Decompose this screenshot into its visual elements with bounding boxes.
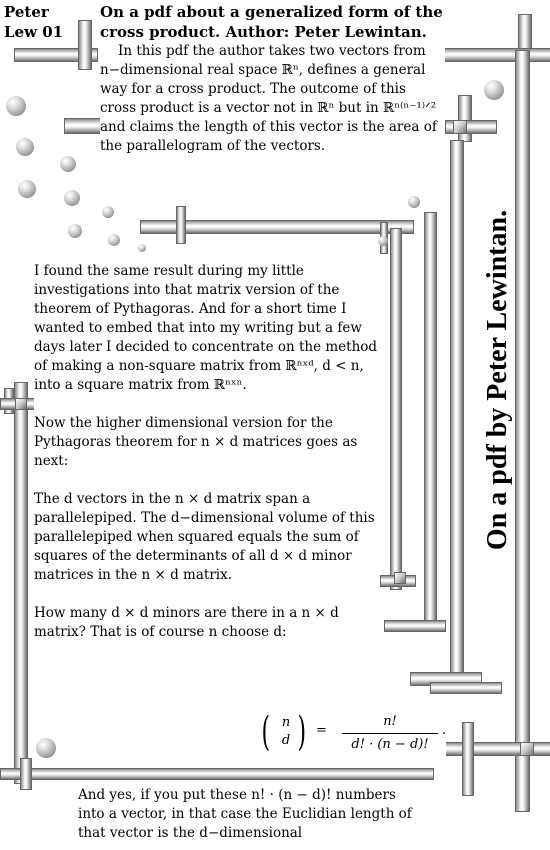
decor-square bbox=[394, 572, 406, 584]
formula-period: . bbox=[442, 723, 447, 738]
decor-square bbox=[15, 398, 27, 410]
decor-ball bbox=[60, 156, 76, 172]
fraction bbox=[342, 713, 438, 754]
decor-ball bbox=[36, 738, 56, 758]
paragraph-2: Now the higher dimensional version for the Pythagoras theorem for n × d matrices goes as next: bbox=[34, 415, 358, 469]
decor-bar bbox=[462, 722, 474, 796]
decor-ball bbox=[64, 190, 80, 206]
body-text bbox=[34, 262, 380, 661]
binomial-formula bbox=[256, 708, 446, 758]
decor-bar bbox=[20, 758, 32, 790]
decor-square bbox=[453, 120, 467, 134]
side-title-text: On a pdf by Peter Lewintan. bbox=[482, 209, 514, 551]
binomial-top: n bbox=[281, 715, 291, 730]
closing-text: And yes, if you put these n! · (n − d)! numbers into a vector, in that case the Euclidian length of that vector is the d−dimensional bbox=[78, 786, 418, 843]
paragraph-3: The d vectors in the n × d matrix span a parallelepiped. The d−dimensional volume of this parallelepiped when squared equals the sum of squares of the determinants of all d × d minor matrices in the n × d matrix. bbox=[34, 491, 375, 583]
binomial-bottom: d bbox=[281, 733, 291, 748]
binomial bbox=[274, 714, 298, 750]
decor-bar bbox=[440, 48, 550, 62]
decor-bar bbox=[14, 382, 28, 784]
left-paren: ( bbox=[261, 709, 271, 755]
decor-bar bbox=[450, 140, 464, 682]
decor-ball bbox=[102, 206, 114, 218]
denominator: d! · (n − d)! bbox=[351, 737, 429, 752]
equals-sign: = bbox=[316, 723, 327, 738]
paragraph-4: How many d × d minors are there in a n × d matrix? That is of course n choose d: bbox=[34, 605, 339, 640]
decor-bar bbox=[176, 206, 186, 244]
author-code: Lew 01 bbox=[4, 23, 64, 41]
right-paren: ) bbox=[297, 709, 307, 755]
intro-paragraph: In this pdf the author takes two vectors from n−dimensional real space ℝⁿ, defines a general way for a cross product. The outcome of this cross product is a vector not in ℝⁿ but in ℝⁿ⁽ⁿ⁻¹⁾ᐟ² and claims the length of this vector is the area of the parallelogram of the vectors. bbox=[100, 43, 437, 154]
decor-bar bbox=[424, 212, 437, 624]
side-title bbox=[478, 150, 518, 610]
decor-bar bbox=[0, 768, 434, 780]
decor-ball bbox=[6, 96, 26, 116]
decor-ball bbox=[408, 196, 420, 208]
decor-bar bbox=[78, 20, 92, 70]
paragraph-1: I found the same result during my little investigations into that matrix version of the theorem of Pythagoras. And for a short time I wanted to embed that into my writing but a few days later I decided to concentrate on the method of making a non-square matrix from ℝⁿˣᵈ, d < n, into a square matrix from ℝⁿˣⁿ. bbox=[34, 263, 378, 393]
decor-ball bbox=[138, 244, 146, 252]
decor-ball bbox=[484, 80, 504, 100]
decor-bar bbox=[384, 620, 446, 632]
intro-block bbox=[100, 2, 445, 156]
decor-bar bbox=[458, 95, 472, 142]
page-title: On a pdf about a generalized form of the cross product. Author: Peter Lewintan. bbox=[100, 3, 443, 41]
decor-ball bbox=[108, 234, 120, 246]
decor-ball bbox=[378, 236, 388, 246]
decor-bar bbox=[390, 228, 402, 590]
decor-ball bbox=[68, 224, 82, 238]
author-name: Peter bbox=[4, 3, 49, 21]
numerator: n! bbox=[342, 713, 438, 734]
decor-ball bbox=[16, 138, 34, 156]
decor-square bbox=[520, 742, 534, 756]
decor-bar bbox=[445, 742, 550, 756]
author-label bbox=[4, 2, 74, 42]
decor-bar bbox=[430, 682, 502, 694]
decor-ball bbox=[18, 180, 36, 198]
